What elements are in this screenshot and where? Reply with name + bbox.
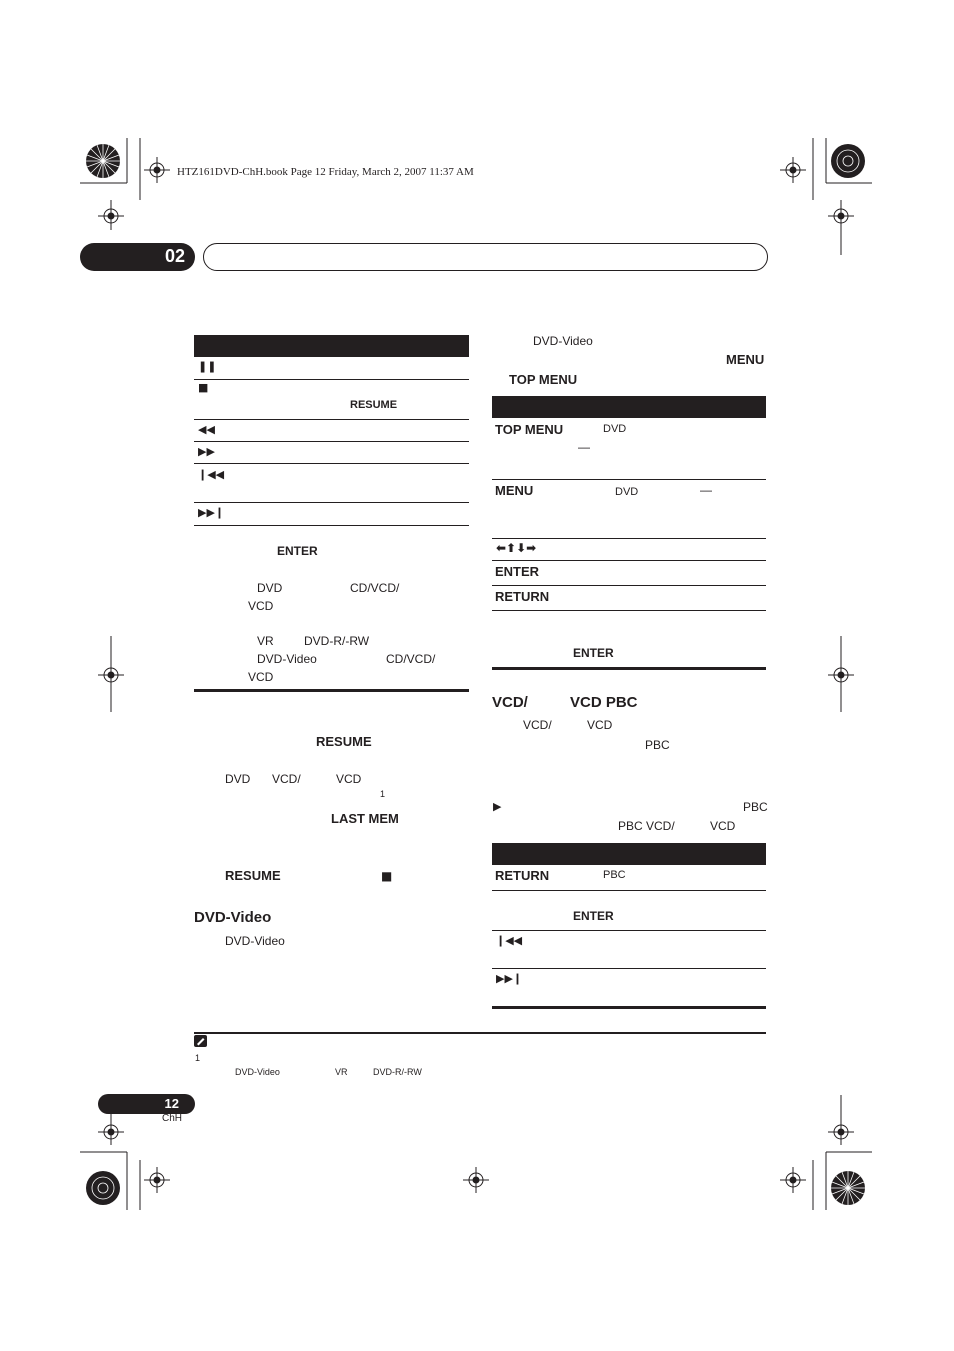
table-header	[492, 843, 766, 865]
menu-label: MENU	[726, 352, 765, 367]
dvd-label: DVD	[603, 423, 627, 435]
cd-vcd-label: CD/VCD/	[350, 581, 400, 595]
divider	[492, 890, 766, 891]
page-language: ChH	[162, 1113, 183, 1124]
divider	[492, 585, 766, 586]
previous-icon: ❙◀◀	[496, 934, 523, 947]
cd-vcd-label: CD/VCD/	[386, 652, 436, 666]
section-heading: VCD/	[492, 694, 528, 711]
table-header	[492, 396, 766, 418]
crosshair-icon	[144, 157, 170, 183]
footnote-rule	[194, 1032, 766, 1034]
table-bottom-rule	[492, 1006, 766, 1009]
return-label: RETURN	[495, 868, 550, 883]
crosshair-icon	[780, 1167, 806, 1193]
play-icon: ▶	[493, 800, 502, 813]
registration-sunburst-icon	[86, 144, 120, 178]
divider	[194, 525, 469, 526]
crosshair-icon	[780, 157, 806, 183]
dvd-video-label: DVD-Video	[225, 934, 285, 948]
divider	[492, 479, 766, 480]
resume-label: RESUME	[316, 734, 372, 749]
stop-icon: ■	[381, 869, 393, 883]
section-heading: VCD PBC	[570, 694, 638, 711]
dash: —	[578, 440, 590, 454]
chapter-tab	[80, 243, 195, 271]
divider	[492, 610, 766, 611]
dvd-video-label: DVD-Video	[533, 334, 593, 348]
footnote-number: 1	[195, 1053, 201, 1063]
dvd-video-label: DVD-Video	[235, 1067, 280, 1077]
table-bottom-rule	[492, 667, 766, 670]
pbc-vcd-label: PBC VCD/	[618, 819, 675, 833]
note-icon	[194, 1035, 207, 1047]
top-menu-label: TOP MENU	[495, 422, 564, 437]
crosshair-icon	[463, 1167, 489, 1193]
enter-label: ENTER	[573, 646, 614, 660]
arrow-keys-icon: ⬅⬆⬇➡	[496, 541, 537, 555]
rewind-icon: ◀◀	[198, 423, 215, 436]
pbc-label: PBC	[743, 800, 768, 814]
vcd-label: VCD/	[523, 718, 552, 732]
enter-label: ENTER	[573, 909, 614, 923]
dvd-r-rw-label: DVD-R/-RW	[373, 1067, 422, 1077]
pause-icon: ❚❚	[198, 360, 217, 373]
table-header	[194, 335, 469, 357]
dvd-video-label: DVD-Video	[257, 652, 317, 666]
divider	[492, 968, 766, 969]
previous-icon: ❙◀◀	[198, 468, 225, 481]
return-label: RETURN	[495, 589, 550, 604]
divider	[492, 538, 766, 539]
divider	[194, 379, 469, 380]
divider	[194, 502, 469, 503]
dvd-label: DVD	[257, 581, 283, 595]
registration-sunburst-icon	[831, 144, 865, 178]
dvd-label: DVD	[225, 772, 251, 786]
page-number-tab	[98, 1094, 195, 1114]
menu-label: MENU	[495, 483, 534, 498]
pbc-label: PBC	[645, 738, 670, 752]
divider	[492, 560, 766, 561]
resume-label: RESUME	[225, 868, 281, 883]
vr-label: VR	[335, 1067, 348, 1077]
last-mem-label: LAST MEM	[331, 811, 399, 826]
vcd-label: VCD/	[272, 772, 301, 786]
dash: —	[700, 483, 712, 497]
footnote-ref: 1	[380, 789, 386, 799]
next-icon: ▶▶❙	[496, 972, 523, 985]
fast-forward-icon: ▶▶	[198, 445, 215, 458]
chapter-number: 02	[164, 246, 185, 266]
stop-icon: ■	[198, 381, 209, 394]
divider	[194, 463, 469, 464]
divider	[194, 419, 469, 420]
divider	[492, 930, 766, 931]
registration-sunburst-icon	[86, 1171, 120, 1205]
resume-label: RESUME	[350, 399, 398, 411]
next-icon: ▶▶❙	[198, 506, 225, 519]
dvd-label: DVD	[615, 486, 639, 498]
vcd-label: VCD	[710, 819, 736, 833]
enter-label: ENTER	[277, 544, 318, 558]
registration-sunburst-icon	[831, 1171, 865, 1205]
section-heading: DVD-Video	[194, 909, 272, 926]
crosshair-icon	[144, 1167, 170, 1193]
divider	[194, 441, 469, 442]
table-bottom-rule	[194, 689, 469, 692]
vcd-label: VCD	[248, 670, 274, 684]
enter-label: ENTER	[495, 564, 540, 579]
chapter-title-bar	[203, 243, 768, 271]
page-number: 12	[164, 1096, 179, 1111]
vr-label: VR	[257, 634, 274, 648]
vcd-label: VCD	[336, 772, 362, 786]
dvd-r-rw-label: DVD-R/-RW	[304, 634, 370, 648]
pbc-label: PBC	[603, 869, 626, 881]
vcd-label: VCD	[248, 599, 274, 613]
vcd-label: VCD	[587, 718, 613, 732]
file-info: HTZ161DVD-ChH.book Page 12 Friday, March 2, 2007 11:37 AM	[177, 166, 474, 178]
top-menu-label: TOP MENU	[509, 372, 578, 387]
